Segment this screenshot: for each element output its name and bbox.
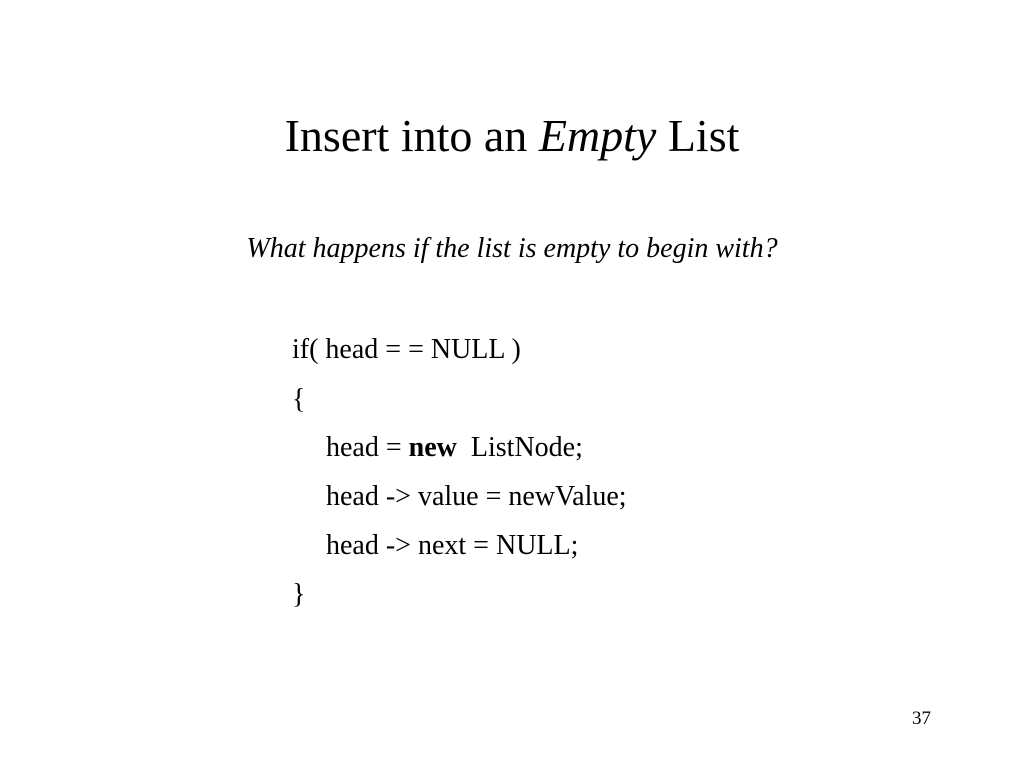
code-text-assign: head = <box>326 432 409 463</box>
code-text-listnode: ListNode; <box>456 432 583 463</box>
title-text-after: List <box>656 110 740 161</box>
code-line-close-brace: } <box>292 579 306 610</box>
code-line-new-node <box>326 430 583 466</box>
slide-subtitle: What happens if the list is empty to begin with? <box>246 233 778 264</box>
title-text-before: Insert into an <box>284 110 539 161</box>
code-line-open-brace: { <box>292 384 306 415</box>
code-keyword-new: new <box>408 432 457 463</box>
code-line-set-value: head -> value = newValue; <box>326 481 627 512</box>
code-line-set-next: head -> next = NULL; <box>326 530 579 561</box>
slide-title <box>0 108 1024 164</box>
code-line-if: if( head = = NULL ) <box>292 334 521 365</box>
page-number: 37 <box>912 708 931 729</box>
title-text-emphasis: Empty <box>538 110 657 161</box>
